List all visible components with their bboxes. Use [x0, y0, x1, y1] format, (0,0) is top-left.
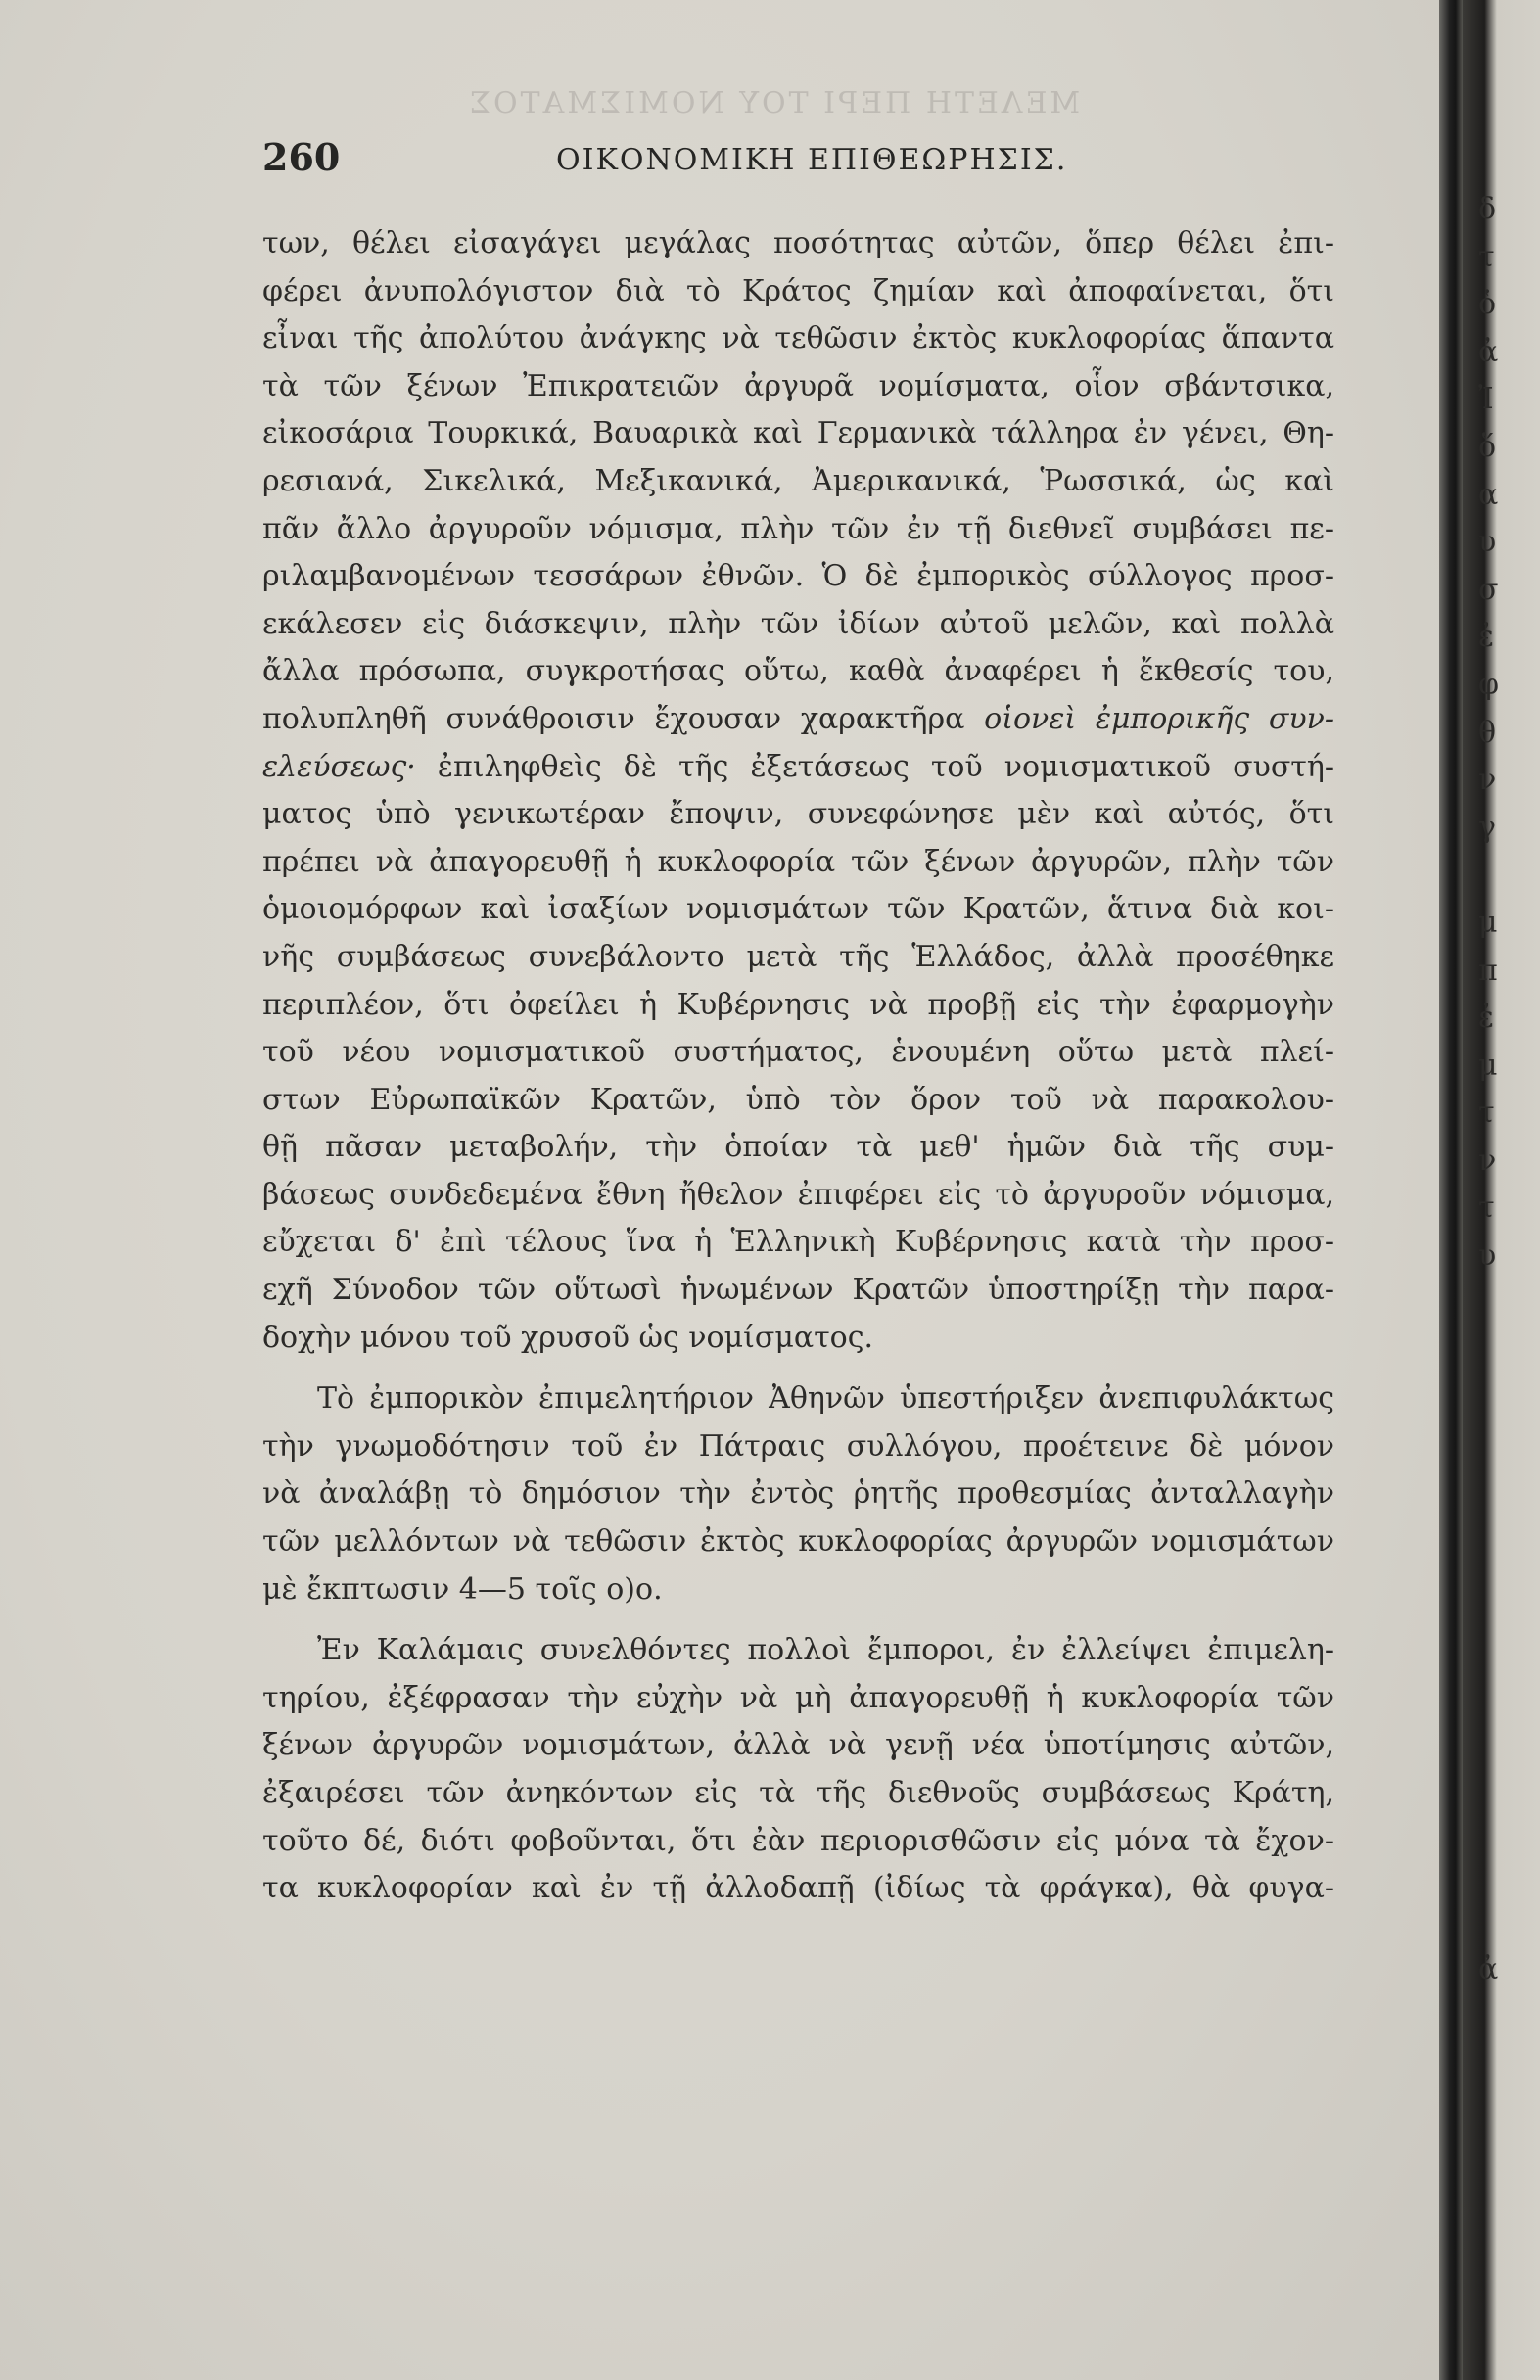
text-run: ἐπιληφθεὶς δὲ τῆς ἐξετάσεως τοῦ νομισματικοῦ συστή-: [415, 749, 1334, 784]
text-line: βάσεως συνδεδεμένα ἔθνη ἤθελον ἐπιφέρει εἰς τὸ ἀργυροῦν νόμισμα,: [262, 1177, 1334, 1212]
edge-glyph: φ: [1478, 667, 1500, 702]
text-run: μετὰ τῆς Ἑλλάδος, ἀλλὰ προσέθηκε: [746, 939, 1334, 974]
text-line: ρεσιανά, Σικελικά, Μεξικανικά, Ἀμερικανικά, Ῥωσσικά, ὡς καὶ: [262, 463, 1334, 498]
facing-page-edge: [1478, 186, 1540, 1994]
text-line: ἐξαιρέσει τῶν ἀνηκόντων εἰς τὰ τῆς διεθνοῦς συμβάσεως Κράτη,: [262, 1776, 1334, 1810]
text-line: τηρίου, ἐξέφρασαν τὴν εὐχὴν νὰ μὴ ἀπαγορευθῇ ἡ κυκλοφορία τῶν: [262, 1680, 1334, 1715]
edge-glyph: [1478, 1518, 1540, 1566]
edge-glyph: π: [1478, 953, 1498, 988]
edge-glyph: [1478, 1660, 1540, 1708]
edge-glyph: ν: [1478, 763, 1497, 798]
text-line: τοῦτο δέ, διότι φοβοῦνται, ὅτι ἐὰν περιορισθῶσιν εἰς μόνα τὰ ἔχον-: [262, 1823, 1334, 1858]
edge-glyph: ἐ: [1478, 1001, 1495, 1036]
text-line: ὁμοιομόρφων καὶ ἰσαξίων νομισμάτων τῶν Κρατῶν, ἅτινα διὰ κοι-: [262, 892, 1334, 927]
page-number: 260: [262, 135, 341, 179]
running-head: [262, 135, 1320, 184]
edge-glyph: δ: [1478, 192, 1497, 226]
text-line: τὴν γνωμοδότησιν τοῦ ἐν Πάτραις συλλόγου, προέτεινε δὲ μόνον: [262, 1428, 1334, 1464]
text-line: ριλαμβανομένων τεσσάρων ἐθνῶν. Ὁ δὲ ἐμπορικὸς σύλλογος προσ-: [262, 559, 1334, 594]
text-line: δοχὴν μόνου τοῦ χρυσοῦ ὡς νομίσματος.: [262, 1320, 874, 1355]
edge-glyph: Ἰ: [1478, 382, 1494, 417]
text-line: [262, 934, 1334, 982]
text-line: ἄλλα πρόσωπα, συγκροτήσας οὕτω, καθὰ ἀναφέρει ἡ ἔκθεσίς του,: [262, 654, 1334, 689]
text-line: τοῦ νέου νομισματικοῦ συστήματος, ἑνουμένη οὕτω μετὰ πλεί-: [262, 1035, 1334, 1070]
edge-glyph: [1478, 1803, 1540, 1851]
text-line: στων Εὐρωπαϊκῶν Κρατῶν, ὑπὸ τὸν ὅρον τοῦ νὰ παρακολου-: [262, 1082, 1334, 1117]
edge-glyph: [1478, 1423, 1540, 1470]
edge-glyph: μ: [1478, 905, 1498, 940]
text-line: τα κυκλοφορίαν καὶ ἐν τῇ ἀλλοδαπῇ (ἰδίως τὰ φράγκα), θὰ φυγα-: [262, 1871, 1334, 1906]
edge-glyph: ὁ: [1478, 287, 1497, 322]
edge-glyph: [1478, 1470, 1540, 1518]
edge-glyph: [1478, 1565, 1540, 1613]
text-line: εἰκοσάρια Τουρκικά, Βαυαρικὰ καὶ Γερμανικὰ τάλληρα ἐν γένει, Θη-: [262, 416, 1334, 451]
text-line: περιπλέον, ὅτι ὀφείλει ἡ Κυβέρνησις νὰ προβῇ εἰς τὴν ἐφαρμογὴν: [262, 987, 1334, 1022]
text-line: ματος ὑπὸ γενικωτέραν ἔποψιν, συνεφώνησε μὲν καὶ αὐτός, ὅτι: [262, 797, 1334, 832]
text-line: μὲ ἔκπτωσιν 4—5 τοῖς ο)ο.: [262, 1571, 663, 1607]
edge-glyph: [1478, 1328, 1540, 1376]
text-line: Ἐν Καλάμαις συνελθόντες πολλοὶ ἔμποροι, ἐν ἐλλείψει ἐπιμελη-: [317, 1633, 1334, 1668]
text-line: εχῆ Σύνοδον τῶν οὕτωσὶ ἡνωμένων Κρατῶν ὑποστηρίξῃ τὴν παρα-: [262, 1273, 1334, 1308]
edge-glyph: ν: [1478, 1143, 1497, 1178]
edge-glyph: ἐ: [1478, 620, 1495, 655]
body-text: [262, 220, 1334, 1913]
edge-glyph: σ: [1478, 572, 1499, 607]
edge-glyph: θ: [1478, 715, 1497, 750]
text-line: των, θέλει εἰσαγάγει μεγάλας ποσότητας αὐτῶν, ὅπερ θέλει ἐπι-: [262, 226, 1334, 260]
text-line: πρέπει νὰ ἀπαγορευθῇ ἡ κυκλοφορία τῶν ξένων ἀργυρῶν, πλὴν τῶν: [262, 844, 1334, 879]
text-line: Τὸ ἐμπορικὸν ἐπιμελητήριον Ἀθηνῶν ὑπεστήριξεν ἀνεπιφυλάκτως: [317, 1381, 1334, 1417]
edge-glyph: α: [1478, 477, 1499, 512]
text-line: νὰ ἀναλάβῃ τὸ δημόσιον τὴν ἐντὸς ῥητῆς προθεσμίας ἀνταλλαγὴν: [262, 1476, 1334, 1512]
edge-glyph: υ: [1478, 525, 1497, 560]
text-line: εὔχεται δ' ἐπὶ τέλους ἵνα ἡ Ἑλληνικὴ Κυβέρνησις κατὰ τὴν προσ-: [262, 1225, 1334, 1260]
edge-glyph: [1478, 852, 1540, 900]
italic-phrase: οἱονεὶ ἐμπορικῆς συν-: [984, 701, 1334, 736]
edge-glyph: [1478, 1613, 1540, 1661]
edge-glyph: ὅ: [1478, 429, 1497, 464]
text-line: εἶναι τῆς ἀπολύτου ἀνάγκης νὰ τεθῶσιν ἐκτὸς κυκλοφορίας ἅπαντα: [262, 321, 1334, 356]
text-line: [262, 744, 1334, 792]
edge-glyph: τ: [1478, 1190, 1495, 1226]
text-line: πᾶν ἄλλο ἀργυροῦν νόμισμα, πλὴν τῶν ἐν τῇ διεθνεῖ συμβάσει πε-: [262, 511, 1334, 546]
book-gutter: [1439, 0, 1463, 2380]
page-header-title: ΟΙΚΟΝΟΜΙΚΗ ΕΠΙΘΕΩΡΗΣΙΣ.: [556, 143, 1068, 177]
edge-glyph: [1478, 1708, 1540, 1756]
edge-glyph: ἀ: [1478, 334, 1499, 369]
text-run: νῆς συμβάσεως συνεβάλοντο: [262, 939, 747, 974]
edge-glyph: υ: [1478, 1238, 1497, 1274]
text-run: πολυπληθῆ συνάθροισιν ἔχουσαν χαρακτῆρα: [262, 701, 985, 736]
show-through-text: ΜΕΛΕΤΗ ΠΕΡΙ ΤΟΥ ΝΟΜΙΣΜΑΤΟΣ: [466, 86, 1081, 120]
italic-phrase: ελεύσεως·: [262, 749, 416, 784]
edge-glyph: τ: [1478, 239, 1495, 274]
edge-glyph: [1478, 1376, 1540, 1423]
text-line: ξένων ἀργυρῶν νομισμάτων, ἀλλὰ νὰ γενῇ νέα ὑποτίμησις αὐτῶν,: [262, 1728, 1334, 1763]
edge-glyph: [1478, 1756, 1540, 1804]
edge-glyph: μ: [1478, 1048, 1498, 1083]
edge-glyph: [1478, 1281, 1540, 1329]
text-line: τὰ τῶν ξένων Ἐπικρατειῶν ἀργυρᾶ νομίσματα, οἷον σβάντσικα,: [262, 368, 1334, 403]
text-line: [262, 696, 1334, 744]
text-line: φέρει ἀνυπολόγιστον διὰ τὸ Κράτος ζημίαν καὶ ἀποφαίνεται, ὅτι: [262, 273, 1334, 308]
text-line: εκάλεσεν εἰς διάσκεψιν, πλὴν τῶν ἰδίων αὐτοῦ μελῶν, καὶ πολλὰ: [262, 606, 1334, 641]
paragraph-gap: [262, 1362, 1334, 1376]
edge-glyph: τ: [1478, 1096, 1495, 1131]
text-line: τῶν μελλόντων νὰ τεθῶσιν ἐκτὸς κυκλοφορίας ἀργυρῶν νομισμάτων: [262, 1524, 1334, 1560]
edge-glyph: ἀ: [1478, 1951, 1499, 1986]
edge-glyph: γ: [1478, 810, 1496, 845]
edge-glyph: [1478, 1851, 1540, 1899]
edge-glyph: [1478, 1898, 1540, 1946]
text-line: θῇ πᾶσαν μεταβολήν, τὴν ὁποίαν τὰ μεθ' ἡμῶν διὰ τῆς συμ-: [262, 1130, 1334, 1165]
paragraph-gap: [262, 1613, 1334, 1627]
